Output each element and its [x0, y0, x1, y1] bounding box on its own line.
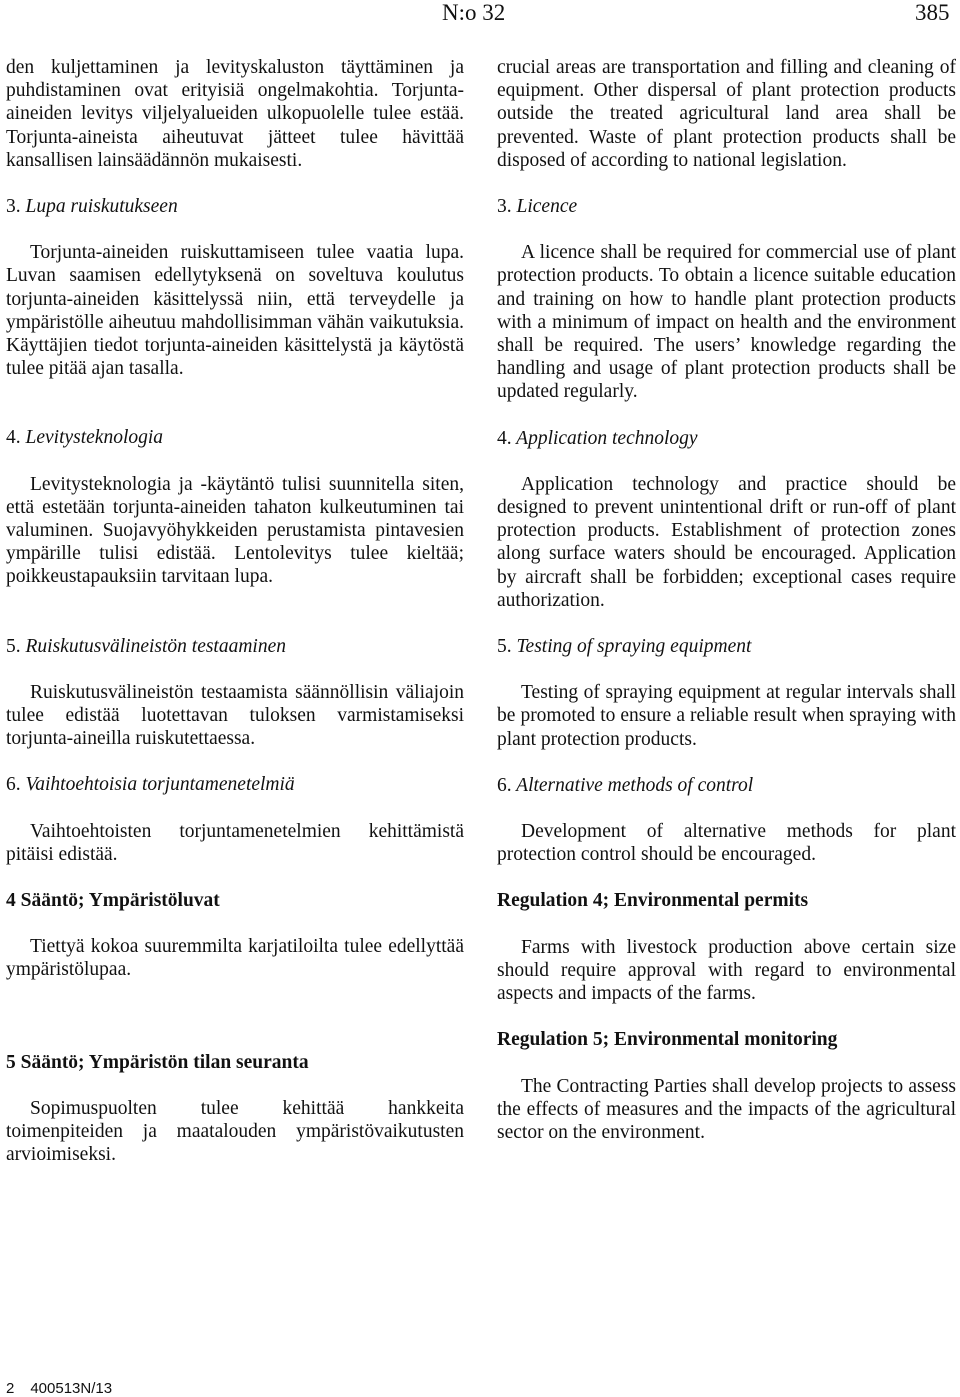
- section-4-text: Application technology and practice should be designed to prevent unintentional drift or run-off of plant protection products. Establishment of protection zones along surface waters should be encouraged. Application by aircraft shall be forbidden; exceptional cases require authorization.: [497, 473, 956, 611]
- section-3-heading: [497, 195, 956, 218]
- section-5-text: Testing of spraying equipment at regular intervals shall be promoted to ensure a reliable result when spraying with plant protection products.: [497, 682, 956, 750]
- intro-paragraph: den kuljettaminen ja levityskaluston täyttäminen ja puhdistaminen ovat erityisiä ongelmakohtia. Torjunta-aineiden levitys viljelyalueiden ulkopuolelle tulee estää. Torjunta-aineista aiheutuvat jätteet tulee hävittää kansallisen lainsäädännön mukaisesti.: [6, 57, 464, 171]
- regulation-5-text: Sopimuspuolten tulee kehittää hankkeita toimenpiteiden ja maatalouden ympäristövaikutusten arvioimiseksi.: [6, 1097, 464, 1166]
- section-title: Testing of spraying equipment: [516, 636, 752, 658]
- regulation-5-heading: Regulation 5; Environmental monitoring: [497, 1029, 838, 1051]
- section-number: 4.: [6, 427, 21, 449]
- issue-number: N:o 32: [442, 0, 506, 25]
- document-code: 400513N/13: [30, 1380, 113, 1397]
- footer-page-number: 2: [6, 1380, 15, 1397]
- section-5-heading: [497, 635, 956, 658]
- regulation-5-heading: 5 Sääntö; Ympäristön tilan seuranta: [6, 1051, 309, 1073]
- section-number: 5.: [6, 635, 21, 657]
- section-3-text: A licence shall be required for commercial use of plant protection products. To obtain a licence suitable education and training on how to handle plant protection products with a minimum of impact on health and the environment shall be required. The users’ knowledge regarding the handling and usage of plant protection products shall be updated regularly.: [497, 242, 956, 403]
- section-number: 5.: [497, 636, 512, 658]
- section-5-text: Ruiskutusvälineistön testaamista säännöllisin väliajoin tulee edistää luotettavan tuloksen varmistamiseksi torjunta-aineilla ruiskutettaessa.: [6, 681, 464, 750]
- section-6-text: Vaihtoehtoisten torjuntamenetelmien kehittämistä pitäisi edistää.: [6, 820, 464, 865]
- regulation-4-text: Tiettyä kokoa suuremmilta karjatiloilta tulee edellyttää ympäristölupaa.: [6, 936, 464, 981]
- section-title: Levitysteknologia: [25, 427, 164, 449]
- regulation-4-heading: 4 Sääntö; Ympäristöluvat: [6, 890, 220, 912]
- section-6-text: Development of alternative methods for plant protection control should be encouraged.: [497, 821, 956, 866]
- section-title: Ruiskutusvälineistön testaaminen: [25, 635, 287, 657]
- regulation-5-text: The Contracting Parties shall develop projects to assess the effects of measures and the impacts of the agricultural sector on the environment.: [497, 1075, 956, 1143]
- section-3-heading: [6, 195, 464, 218]
- section-number: 6.: [6, 774, 21, 796]
- finnish-column: [6, 56, 464, 1167]
- section-6-heading: [6, 773, 464, 796]
- section-4-heading: [6, 426, 464, 449]
- english-column: [497, 56, 956, 1144]
- page-number: 385: [915, 0, 950, 25]
- section-title: Licence: [516, 196, 578, 218]
- regulation-4-text: Farms with livestock production above certain size should require approval with regard to environmental aspects and impacts of the farms.: [497, 936, 956, 1005]
- section-number: 4.: [497, 427, 512, 449]
- section-title: Alternative methods of control: [516, 774, 754, 796]
- page-footer: [6, 1380, 112, 1397]
- section-6-heading: [497, 774, 956, 797]
- section-4-heading: [497, 427, 956, 450]
- section-number: 3.: [497, 196, 512, 218]
- section-3-text: Torjunta-aineiden ruiskuttamiseen tulee vaatia lupa. Luvan saamisen edellytyksenä on soveltuva koulutus torjunta-aineiden käsittelyssä niin, että terveydelle ja ympäristölle aiheutuu mahdollisimman vähän vaikutuksia. Käyttäjien tiedot torjunta-aineiden käsittelystä ja käytöstä tulee pitää ajan tasalla.: [6, 242, 464, 380]
- intro-paragraph: crucial areas are transportation and filling and cleaning of equipment. Other dispersal of plant protection products outside the treated agricultural land area shall be prevented. Waste of plant protection products shall be disposed of according to national legislation.: [497, 57, 956, 171]
- section-title: Lupa ruiskutukseen: [25, 196, 178, 218]
- section-number: 6.: [497, 774, 512, 796]
- regulation-4-heading: Regulation 4; Environmental permits: [497, 890, 809, 912]
- section-title: Vaihtoehtoisia torjuntamenetelmiä: [25, 774, 295, 796]
- section-5-heading: [6, 635, 464, 658]
- section-number: 3.: [6, 196, 21, 218]
- section-title: Application technology: [516, 427, 698, 449]
- section-4-text: Levitysteknologia ja -käytäntö tulisi suunnitella siten, että estetään torjunta-aineiden tahaton kulkeutuminen tai valuminen. Suojavyöhykkeiden perustamista pintavesien ympärille tulisi edistää. Lentolevitys tulee kieltää; poikkeustapauksiin tarvitaan lupa.: [6, 473, 464, 588]
